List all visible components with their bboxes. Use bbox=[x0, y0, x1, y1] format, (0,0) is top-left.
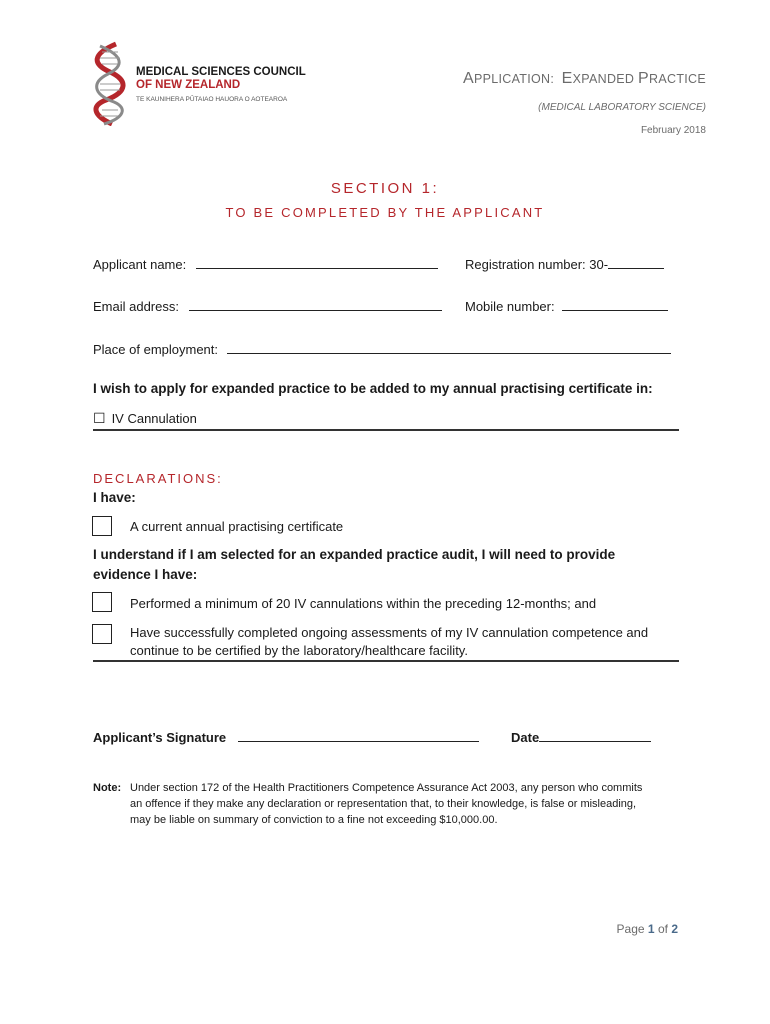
divider-top bbox=[93, 429, 679, 431]
iv-cannulation-checkbox[interactable]: ☐ bbox=[93, 410, 106, 426]
section-subheading: TO BE COMPLETED BY THE APPLICANT bbox=[225, 205, 545, 220]
declaration-checkbox-certificate[interactable] bbox=[92, 516, 112, 536]
mobile-field[interactable] bbox=[465, 296, 668, 314]
title-rest-e: XPANDED bbox=[572, 72, 635, 86]
logo-name-line2: OF NEW ZEALAND bbox=[136, 79, 241, 91]
title-cap-a: A bbox=[462, 70, 474, 87]
note-line2: an offence if they make any declaration or representation that, to their knowledge, is false or misleading, bbox=[130, 798, 637, 810]
declaration-cannulations-text: Performed a minimum of 20 IV cannulations within the preceding 12-months; and bbox=[130, 596, 597, 611]
email-field[interactable] bbox=[93, 296, 442, 314]
section-heading: SECTION 1: bbox=[330, 180, 440, 197]
email-label: Email address: bbox=[93, 299, 179, 314]
declaration-checkbox-assessments[interactable] bbox=[92, 624, 112, 644]
apply-statement: I wish to apply for expanded practice to be added to my annual practising certificate in: bbox=[93, 381, 653, 396]
registration-number-line[interactable] bbox=[608, 254, 664, 269]
note-line3: may be liable on summary of conviction to a fine not exceeding $10,000.00. bbox=[130, 814, 498, 826]
date-field[interactable] bbox=[511, 727, 651, 745]
legal-note bbox=[93, 780, 642, 828]
logo-maori-line: TE KAUNIHERA PŪTAIAO HAUORA O AOTEAROA bbox=[136, 96, 288, 103]
declarations-heading: DECLARATIONS: bbox=[93, 471, 223, 486]
note-label: Note: bbox=[93, 782, 122, 794]
page-word: Page bbox=[616, 922, 645, 936]
signature-field[interactable] bbox=[93, 727, 479, 745]
employment-field[interactable] bbox=[93, 339, 671, 357]
email-line[interactable] bbox=[189, 296, 442, 311]
logo-name-line1: MEDICAL SCIENCES COUNCIL bbox=[136, 66, 306, 78]
title-cap-p: P bbox=[638, 70, 650, 87]
divider-bottom bbox=[93, 660, 679, 662]
signature-line[interactable] bbox=[238, 727, 479, 742]
logo bbox=[86, 40, 316, 126]
page-of: of bbox=[657, 922, 668, 936]
employment-line[interactable] bbox=[227, 339, 671, 354]
signature-label: Applicant’s Signature bbox=[93, 730, 227, 745]
applicant-name-label: Applicant name: bbox=[93, 257, 187, 272]
title-rest-p: RACTICE bbox=[649, 72, 706, 86]
note-line1: Under section 172 of the Health Practitioners Competence Assurance Act 2003, any person who commits bbox=[130, 782, 643, 794]
page-number bbox=[617, 922, 678, 936]
audit-statement-line2: evidence I have: bbox=[93, 567, 198, 582]
date-line[interactable] bbox=[539, 727, 651, 742]
title-cap-e: E bbox=[561, 70, 573, 87]
declaration-assessments-line1: Have successfully completed ongoing assessments of my IV cannulation competence and bbox=[130, 625, 649, 640]
iv-cannulation-label: IV Cannulation bbox=[111, 411, 197, 426]
employment-label: Place of employment: bbox=[93, 342, 219, 357]
registration-number-label: Registration number: 30- bbox=[465, 257, 609, 272]
date-label: Date bbox=[511, 730, 540, 745]
audit-statement-line1: I understand if I am selected for an expanded practice audit, I will need to provide bbox=[93, 547, 616, 562]
declaration-certificate-text: A current annual practising certificate bbox=[130, 519, 344, 534]
applicant-name-field[interactable] bbox=[93, 254, 438, 272]
dna-helix-logo-icon bbox=[86, 40, 134, 126]
declaration-checkbox-cannulations[interactable] bbox=[92, 592, 112, 612]
page-current: 1 bbox=[647, 922, 655, 936]
mobile-line[interactable] bbox=[562, 296, 668, 311]
registration-number-field[interactable] bbox=[465, 254, 664, 272]
i-have-label: I have: bbox=[93, 490, 136, 505]
page-date: February 2018 bbox=[640, 125, 706, 136]
page-title bbox=[463, 70, 706, 88]
page-subtitle: (MEDICAL LABORATORY SCIENCE) bbox=[538, 102, 706, 113]
title-rest-a: PPLICATION: bbox=[473, 72, 555, 86]
mobile-label: Mobile number: bbox=[465, 299, 555, 314]
declaration-assessments-line2: continue to be certified by the laboratory/healthcare facility. bbox=[130, 643, 468, 658]
iv-cannulation-option[interactable] bbox=[93, 410, 197, 427]
page-total: 2 bbox=[671, 922, 678, 936]
applicant-name-line[interactable] bbox=[196, 254, 438, 269]
